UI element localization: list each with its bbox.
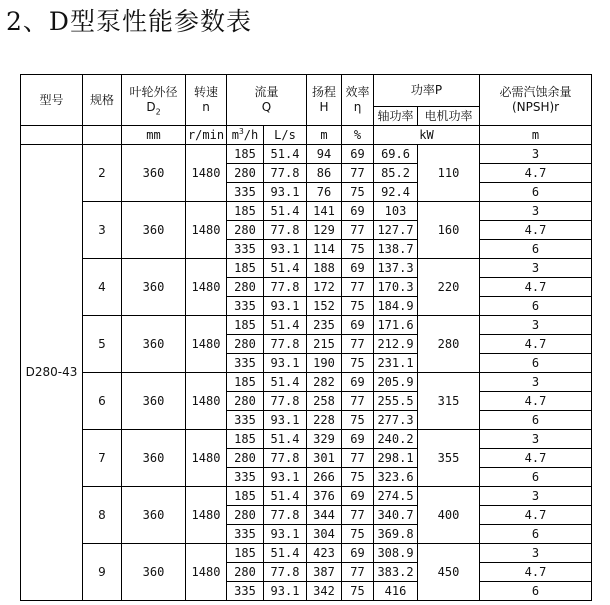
spec-cell: 7 — [83, 430, 122, 487]
head-cell: 423 — [307, 544, 342, 563]
unit-power: kW — [374, 126, 480, 145]
header-impeller: 叶轮外径 $D_2$ — [122, 75, 186, 126]
speed-cell: 1480 — [186, 259, 227, 316]
header-power: 功率P — [374, 75, 480, 107]
spec-cell: 3 — [83, 202, 122, 259]
head-cell: 344 — [307, 506, 342, 525]
flow-ls-cell: 77.8 — [264, 392, 307, 411]
npsh-cell: 6 — [480, 411, 592, 430]
shaft-power-cell: 205.9 — [374, 373, 418, 392]
motor-power-cell: 355 — [418, 430, 480, 487]
impeller-cell: 360 — [122, 202, 186, 259]
shaft-power-cell: 323.6 — [374, 468, 418, 487]
flow-m3h-cell: 335 — [227, 525, 264, 544]
eff-cell: 75 — [342, 240, 374, 259]
impeller-cell: 360 — [122, 544, 186, 601]
shaft-power-cell: 240.2 — [374, 430, 418, 449]
npsh-cell: 4.7 — [480, 221, 592, 240]
eff-cell: 75 — [342, 411, 374, 430]
performance-table — [20, 74, 592, 601]
head-cell: 387 — [307, 563, 342, 582]
flow-m3h-cell: 280 — [227, 278, 264, 297]
model-name: D280-43 — [21, 145, 83, 601]
motor-power-cell: 400 — [418, 487, 480, 544]
head-cell: 141 — [307, 202, 342, 221]
eff-cell: 75 — [342, 582, 374, 601]
head-cell: 190 — [307, 354, 342, 373]
flow-ls-cell: 93.1 — [264, 411, 307, 430]
header-flow: 流量 Q — [227, 75, 307, 126]
shaft-power-cell: 85.2 — [374, 164, 418, 183]
npsh-cell: 3 — [480, 373, 592, 392]
eff-cell: 75 — [342, 297, 374, 316]
shaft-power-cell: 369.8 — [374, 525, 418, 544]
head-cell: 235 — [307, 316, 342, 335]
table-row — [21, 544, 592, 563]
header-model: 型号 — [21, 75, 83, 126]
speed-cell: 1480 — [186, 316, 227, 373]
flow-m3h-cell: 335 — [227, 468, 264, 487]
shaft-power-cell: 137.3 — [374, 259, 418, 278]
unit-head: m — [307, 126, 342, 145]
header-npsh: 必需汽蚀余量 (NPSH)r — [480, 75, 592, 126]
unit-impeller: mm — [122, 126, 186, 145]
eff-cell: 75 — [342, 525, 374, 544]
npsh-cell: 4.7 — [480, 164, 592, 183]
eff-cell: 77 — [342, 506, 374, 525]
npsh-cell: 6 — [480, 240, 592, 259]
head-cell: 329 — [307, 430, 342, 449]
motor-power-cell: 110 — [418, 145, 480, 202]
motor-power-cell: 450 — [418, 544, 480, 601]
flow-ls-cell: 51.4 — [264, 145, 307, 164]
flow-m3h-cell: 280 — [227, 164, 264, 183]
eff-cell: 77 — [342, 449, 374, 468]
flow-ls-cell: 51.4 — [264, 202, 307, 221]
shaft-power-cell: 383.2 — [374, 563, 418, 582]
flow-ls-cell: 77.8 — [264, 335, 307, 354]
unit-flow-m3h: $m^3/h$ — [227, 126, 264, 145]
flow-m3h-cell: 280 — [227, 392, 264, 411]
spec-cell: 2 — [83, 145, 122, 202]
motor-power-cell: 220 — [418, 259, 480, 316]
flow-m3h-cell: 335 — [227, 411, 264, 430]
flow-ls-cell: 77.8 — [264, 278, 307, 297]
impeller-cell: 360 — [122, 373, 186, 430]
flow-m3h-cell: 280 — [227, 221, 264, 240]
eff-cell: 75 — [342, 468, 374, 487]
speed-cell: 1480 — [186, 487, 227, 544]
flow-m3h-cell: 335 — [227, 297, 264, 316]
head-cell: 188 — [307, 259, 342, 278]
impeller-cell: 360 — [122, 430, 186, 487]
head-cell: 114 — [307, 240, 342, 259]
page-title: 2、D型泵性能参数表 — [6, 7, 252, 36]
npsh-cell: 3 — [480, 430, 592, 449]
head-cell: 129 — [307, 221, 342, 240]
npsh-cell: 4.7 — [480, 506, 592, 525]
header-shaft-power: 轴功率 — [374, 107, 418, 126]
npsh-cell: 3 — [480, 145, 592, 164]
impeller-cell: 360 — [122, 487, 186, 544]
npsh-cell: 6 — [480, 354, 592, 373]
shaft-power-cell: 212.9 — [374, 335, 418, 354]
flow-ls-cell: 93.1 — [264, 582, 307, 601]
head-cell: 172 — [307, 278, 342, 297]
eff-cell: 69 — [342, 430, 374, 449]
npsh-cell: 4.7 — [480, 335, 592, 354]
npsh-cell: 6 — [480, 183, 592, 202]
header-motor-power: 电机功率 — [418, 107, 480, 126]
table-row — [21, 202, 592, 221]
flow-ls-cell: 93.1 — [264, 468, 307, 487]
head-cell: 266 — [307, 468, 342, 487]
spec-cell: 4 — [83, 259, 122, 316]
flow-ls-cell: 51.4 — [264, 259, 307, 278]
eff-cell: 77 — [342, 278, 374, 297]
shaft-power-cell: 103 — [374, 202, 418, 221]
head-cell: 152 — [307, 297, 342, 316]
flow-ls-cell: 77.8 — [264, 449, 307, 468]
shaft-power-cell: 298.1 — [374, 449, 418, 468]
flow-ls-cell: 93.1 — [264, 354, 307, 373]
flow-ls-cell: 93.1 — [264, 297, 307, 316]
header-row — [21, 75, 592, 107]
speed-cell: 1480 — [186, 430, 227, 487]
motor-power-cell: 160 — [418, 202, 480, 259]
flow-m3h-cell: 185 — [227, 430, 264, 449]
spec-cell: 6 — [83, 373, 122, 430]
spec-cell: 5 — [83, 316, 122, 373]
header-eff: 效率 η — [342, 75, 374, 126]
spec-cell: 9 — [83, 544, 122, 601]
npsh-cell: 3 — [480, 316, 592, 335]
spec-cell: 8 — [83, 487, 122, 544]
speed-cell: 1480 — [186, 145, 227, 202]
npsh-cell: 4.7 — [480, 563, 592, 582]
eff-cell: 77 — [342, 392, 374, 411]
eff-cell: 77 — [342, 221, 374, 240]
shaft-power-cell: 277.3 — [374, 411, 418, 430]
eff-cell: 77 — [342, 335, 374, 354]
eff-cell: 69 — [342, 259, 374, 278]
head-cell: 215 — [307, 335, 342, 354]
flow-m3h-cell: 185 — [227, 544, 264, 563]
head-cell: 301 — [307, 449, 342, 468]
shaft-power-cell: 274.5 — [374, 487, 418, 506]
npsh-cell: 4.7 — [480, 278, 592, 297]
head-cell: 228 — [307, 411, 342, 430]
shaft-power-cell: 170.3 — [374, 278, 418, 297]
flow-m3h-cell: 335 — [227, 354, 264, 373]
motor-power-cell: 315 — [418, 373, 480, 430]
shaft-power-cell: 69.6 — [374, 145, 418, 164]
head-cell: 94 — [307, 145, 342, 164]
motor-power-cell: 280 — [418, 316, 480, 373]
flow-ls-cell: 51.4 — [264, 316, 307, 335]
shaft-power-cell: 127.7 — [374, 221, 418, 240]
head-cell: 342 — [307, 582, 342, 601]
flow-ls-cell: 51.4 — [264, 373, 307, 392]
shaft-power-cell: 138.7 — [374, 240, 418, 259]
head-cell: 76 — [307, 183, 342, 202]
header-spec: 规格 — [83, 75, 122, 126]
npsh-cell: 4.7 — [480, 392, 592, 411]
flow-m3h-cell: 280 — [227, 449, 264, 468]
eff-cell: 77 — [342, 164, 374, 183]
shaft-power-cell: 416 — [374, 582, 418, 601]
flow-m3h-cell: 185 — [227, 316, 264, 335]
flow-m3h-cell: 335 — [227, 183, 264, 202]
flow-m3h-cell: 335 — [227, 240, 264, 259]
eff-cell: 69 — [342, 145, 374, 164]
table-row — [21, 316, 592, 335]
table-row — [21, 145, 592, 164]
flow-m3h-cell: 280 — [227, 335, 264, 354]
shaft-power-cell: 92.4 — [374, 183, 418, 202]
table-row — [21, 430, 592, 449]
npsh-cell: 6 — [480, 468, 592, 487]
shaft-power-cell: 231.1 — [374, 354, 418, 373]
npsh-cell: 4.7 — [480, 449, 592, 468]
unit-flow-ls: L/s — [264, 126, 307, 145]
table-row — [21, 259, 592, 278]
flow-ls-cell: 93.1 — [264, 183, 307, 202]
shaft-power-cell: 308.9 — [374, 544, 418, 563]
impeller-cell: 360 — [122, 259, 186, 316]
npsh-cell: 3 — [480, 202, 592, 221]
flow-m3h-cell: 185 — [227, 202, 264, 221]
shaft-power-cell: 171.6 — [374, 316, 418, 335]
flow-m3h-cell: 185 — [227, 145, 264, 164]
shaft-power-cell: 340.7 — [374, 506, 418, 525]
flow-ls-cell: 77.8 — [264, 506, 307, 525]
npsh-cell: 6 — [480, 297, 592, 316]
flow-m3h-cell: 185 — [227, 487, 264, 506]
flow-m3h-cell: 335 — [227, 582, 264, 601]
eff-cell: 69 — [342, 316, 374, 335]
eff-cell: 77 — [342, 563, 374, 582]
head-cell: 86 — [307, 164, 342, 183]
units-row — [21, 126, 592, 145]
shaft-power-cell: 255.5 — [374, 392, 418, 411]
impeller-cell: 360 — [122, 145, 186, 202]
flow-ls-cell: 51.4 — [264, 430, 307, 449]
flow-m3h-cell: 280 — [227, 506, 264, 525]
head-cell: 282 — [307, 373, 342, 392]
header-speed: 转速 n — [186, 75, 227, 126]
flow-m3h-cell: 185 — [227, 373, 264, 392]
impeller-cell: 360 — [122, 316, 186, 373]
unit-npsh: m — [480, 126, 592, 145]
eff-cell: 69 — [342, 544, 374, 563]
flow-ls-cell: 51.4 — [264, 487, 307, 506]
npsh-cell: 3 — [480, 487, 592, 506]
unit-speed: r/min — [186, 126, 227, 145]
flow-ls-cell: 77.8 — [264, 563, 307, 582]
eff-cell: 69 — [342, 373, 374, 392]
speed-cell: 1480 — [186, 373, 227, 430]
table-row — [21, 373, 592, 392]
npsh-cell: 3 — [480, 544, 592, 563]
flow-ls-cell: 77.8 — [264, 164, 307, 183]
eff-cell: 75 — [342, 183, 374, 202]
head-cell: 304 — [307, 525, 342, 544]
shaft-power-cell: 184.9 — [374, 297, 418, 316]
flow-ls-cell: 93.1 — [264, 525, 307, 544]
head-cell: 376 — [307, 487, 342, 506]
npsh-cell: 6 — [480, 582, 592, 601]
npsh-cell: 6 — [480, 525, 592, 544]
eff-cell: 69 — [342, 487, 374, 506]
flow-ls-cell: 51.4 — [264, 544, 307, 563]
unit-eff: % — [342, 126, 374, 145]
flow-ls-cell: 77.8 — [264, 221, 307, 240]
table-row — [21, 487, 592, 506]
eff-cell: 69 — [342, 202, 374, 221]
flow-ls-cell: 93.1 — [264, 240, 307, 259]
head-cell: 258 — [307, 392, 342, 411]
speed-cell: 1480 — [186, 544, 227, 601]
flow-m3h-cell: 185 — [227, 259, 264, 278]
flow-m3h-cell: 280 — [227, 563, 264, 582]
header-head: 扬程 H — [307, 75, 342, 126]
speed-cell: 1480 — [186, 202, 227, 259]
npsh-cell: 3 — [480, 259, 592, 278]
eff-cell: 75 — [342, 354, 374, 373]
